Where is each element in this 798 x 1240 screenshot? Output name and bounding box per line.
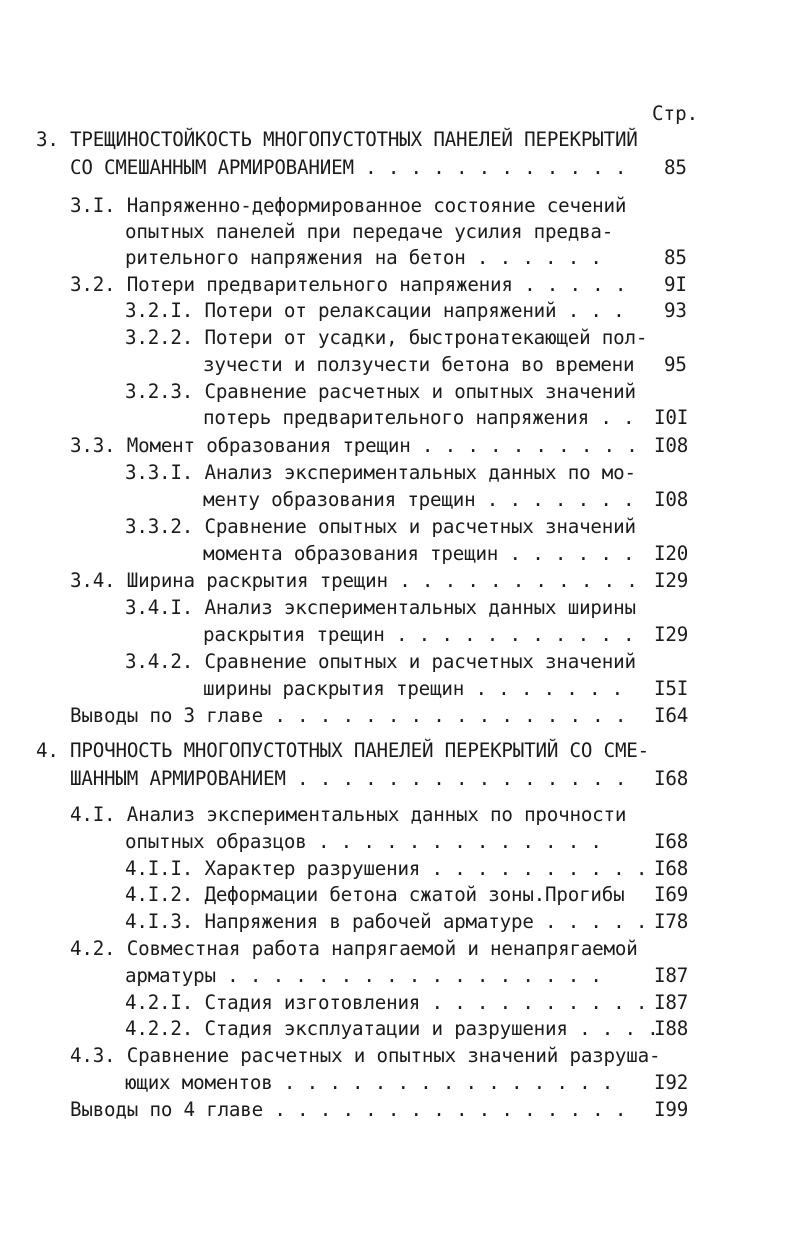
toc-3-1-page: 85 <box>664 246 687 269</box>
chapter-4-page: I68 <box>654 767 689 790</box>
toc-4-1-1-line-1: 4.I.I. Характер разрушения . . . . . . . . . . <box>125 857 648 880</box>
toc-3-3-line-1: 3.3. Момент образования трещин . . . . . . . . . . <box>70 434 638 457</box>
toc-3-4-2-page: I5I <box>654 677 689 700</box>
toc-3-2-2-line-2: зучести и ползучести бетона во времени <box>203 353 635 376</box>
toc-4-1-page: I68 <box>654 830 689 853</box>
toc-4-3-line-2: ющих моментов . . . . . . . . . . . . . . . <box>125 1071 614 1094</box>
toc-3-2-3-line-1: 3.2.3. Сравнение расчетных и опытных значений <box>125 380 636 403</box>
toc-4-1-2-page: I69 <box>654 883 689 906</box>
toc-4-conclusions-page: I99 <box>654 1098 689 1121</box>
toc-3-2-2-page: 95 <box>664 353 687 376</box>
toc-3-3-1-line-2: менту образования трещин . . . . . . . <box>203 488 635 511</box>
toc-3-2-3-line-2: потерь предварительного напряжения . . <box>203 406 635 429</box>
toc-4-2-2-page: I88 <box>654 1017 689 1040</box>
toc-4-1-3-line-1: 4.I.3. Напряжения в рабочей арматуре . . . . . <box>125 910 648 933</box>
toc-4-1-line-1: 4.I. Анализ экспериментальных данных по прочности <box>70 803 627 826</box>
toc-4-2-line-2: арматуры . . . . . . . . . . . . . . . . . <box>125 964 602 987</box>
page-column-header: Стр. <box>652 102 699 125</box>
toc-3-2-line-1: 3.2. Потери предварительного напряжения . . . . . <box>70 273 627 296</box>
toc-3-2-2-line-1: 3.2.2. Потери от усадки, быстронатекающей пол- <box>125 326 648 349</box>
toc-3-3-1-line-1: 3.3.I. Анализ экспериментальных данных по мо- <box>125 461 636 484</box>
chapter-4-title-line-2: ШАННЫМ АРМИРОВАНИЕМ . . . . . . . . . . . . . . . <box>70 767 627 790</box>
toc-3-3-1-page: I08 <box>654 488 689 511</box>
toc-4-2-2-line-1: 4.2.2. Стадия эксплуатации и разрушения . . . . <box>125 1017 659 1040</box>
toc-3-2-page: 9I <box>664 273 687 296</box>
toc-3-4-page: I29 <box>654 569 689 592</box>
toc-4-1-3-page: I78 <box>654 910 689 933</box>
toc-4-2-line-1: 4.2. Совместная работа напрягаемой и ненапрягаемой <box>70 937 638 960</box>
chapter-3-page: 85 <box>664 156 687 179</box>
toc-4-2-page: I87 <box>654 964 689 987</box>
toc-3-4-2-line-1: 3.4.2. Сравнение опытных и расчетных значений <box>125 650 636 673</box>
toc-4-3-page: I92 <box>654 1071 689 1094</box>
chapter-4-title-line-1: 4. ПРОЧНОСТЬ МНОГОПУСТОТНЫХ ПАНЕЛЕЙ ПЕРЕКРЫТИЙ СО СМЕ- <box>36 739 649 762</box>
toc-3-3-page: I08 <box>654 434 689 457</box>
toc-4-3-line-1: 4.3. Сравнение расчетных и опытных значений разруша- <box>70 1044 661 1067</box>
toc-3-conclusions-page: I64 <box>654 704 689 727</box>
toc-3-4-1-page: I29 <box>654 623 689 646</box>
toc-4-2-1-page: I87 <box>654 991 689 1014</box>
toc-3-4-2-line-2: ширины раскрытия трещин . . . . . . . <box>203 677 624 700</box>
toc-4-1-2-line-1: 4.I.2. Деформации бетона сжатой зоны.Прогибы <box>125 883 625 906</box>
chapter-3-title-line-1: 3. ТРЕЩИНОСТОЙКОСТЬ МНОГОПУСТОТНЫХ ПАНЕЛЕЙ ПЕРЕКРЫТИЙ <box>36 128 638 151</box>
toc-3-1-line-3: рительного напряжения на бетон . . . . . . <box>125 246 602 269</box>
toc-3-2-1-page: 93 <box>664 299 687 322</box>
toc-3-4-1-line-1: 3.4.I. Анализ экспериментальных данных ширины <box>125 596 636 619</box>
toc-3-3-2-line-1: 3.3.2. Сравнение опытных и расчетных значений <box>125 515 636 538</box>
toc-3-4-line-1: 3.4. Ширина раскрытия трещин . . . . . . . . . . . <box>70 569 638 592</box>
toc-3-4-1-line-2: раскрытия трещин . . . . . . . . . . . <box>203 623 635 646</box>
toc-3-1-line-1: 3.I. Напряженно-деформированное состояние сечений <box>70 194 627 217</box>
chapter-3-title-line-2: СО СМЕШАННЫМ АРМИРОВАНИЕМ . . . . . . . . . . . . <box>70 156 627 179</box>
toc-3-3-2-line-2: момента образования трещин . . . . . . <box>203 542 635 565</box>
toc-4-2-1-line-1: 4.2.I. Стадия изготовления . . . . . . . . . . <box>125 991 648 1014</box>
toc-4-1-1-page: I68 <box>654 857 689 880</box>
toc-3-1-line-2: опытных панелей при передаче усилия предва- <box>125 220 614 243</box>
toc-3-2-1-line-1: 3.2.I. Потери от релаксации напряжений . . . <box>125 299 625 322</box>
toc-3-2-3-page: I0I <box>654 406 689 429</box>
toc-4-1-line-2: опытных образцов . . . . . . . . . . . . . <box>125 830 602 853</box>
toc-3-conclusions-line-1: Выводы по 3 главе . . . . . . . . . . . . . . . . <box>70 704 627 727</box>
toc-3-3-2-page: I20 <box>654 542 689 565</box>
toc-4-conclusions-line-1: Выводы по 4 главе . . . . . . . . . . . . . . . . <box>70 1098 627 1121</box>
